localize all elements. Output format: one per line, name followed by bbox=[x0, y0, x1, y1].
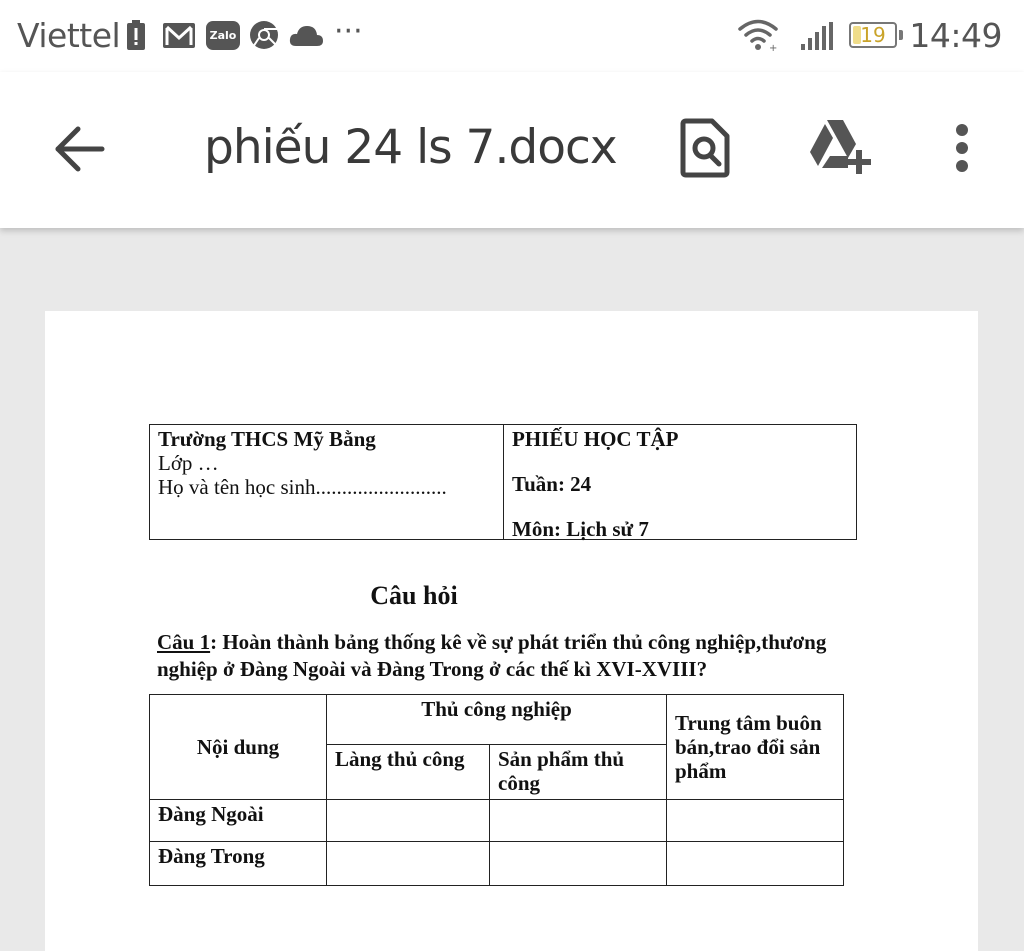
subject-label: Môn: Lịch sử 7 bbox=[512, 517, 649, 541]
empty-cell bbox=[667, 842, 844, 886]
battery-tip bbox=[899, 30, 903, 40]
zalo-icon: Zalo bbox=[206, 21, 240, 50]
student-name-line: Họ và tên học sinh......................... bbox=[158, 475, 447, 499]
add-to-drive-icon[interactable] bbox=[808, 118, 874, 176]
empty-cell bbox=[490, 800, 667, 842]
back-arrow-icon[interactable] bbox=[54, 126, 106, 172]
subheader-craft-village: Làng thủ công bbox=[327, 745, 490, 800]
document-title: phiếu 24 ls 7.docx bbox=[204, 120, 617, 175]
header-content: Nội dung bbox=[150, 695, 327, 800]
class-line: Lớp … bbox=[158, 451, 219, 475]
document-page[interactable] bbox=[45, 311, 978, 951]
sheet-info-cell bbox=[504, 425, 856, 543]
gmail-icon bbox=[162, 20, 196, 50]
section-title: Câu hỏi bbox=[370, 581, 458, 610]
question-text: : Hoàn thành bảng thống kê về sự phát triển thủ công nghiệp,thương nghiệp ở Đàng Ngoài và Đàng Trong ở các thế kì XVI-XVIII? bbox=[157, 630, 827, 681]
empty-cell bbox=[490, 842, 667, 886]
header-info-table bbox=[149, 424, 857, 540]
battery-percent: 19 bbox=[860, 23, 886, 47]
svg-text:+: + bbox=[769, 43, 778, 52]
table-row bbox=[150, 800, 844, 842]
row-label: Đàng Trong bbox=[150, 842, 327, 886]
week-label: Tuần: 24 bbox=[512, 472, 592, 496]
subheader-craft-product: Sản phẩm thủ công bbox=[490, 745, 667, 800]
app-bar bbox=[0, 72, 1024, 228]
wifi-icon bbox=[738, 18, 780, 52]
student-info-cell bbox=[150, 425, 504, 539]
empty-cell bbox=[667, 800, 844, 842]
header-handicraft: Thủ công nghiệp bbox=[327, 695, 667, 745]
find-in-document-icon[interactable] bbox=[680, 118, 730, 178]
empty-cell bbox=[327, 842, 490, 886]
status-bar bbox=[0, 0, 1024, 72]
question-number: Câu 1 bbox=[157, 630, 211, 654]
more-options-icon[interactable] bbox=[952, 122, 972, 174]
question-1 bbox=[157, 629, 877, 683]
chrome-icon bbox=[249, 20, 279, 50]
school-name: Trường THCS Mỹ Bằng bbox=[158, 427, 376, 451]
sheet-title: PHIẾU HỌC TẬP bbox=[512, 427, 679, 451]
clock: 14:49 bbox=[909, 16, 1002, 55]
battery-alert-icon bbox=[126, 20, 146, 50]
cloud-icon bbox=[288, 24, 324, 48]
statistics-table bbox=[149, 694, 844, 886]
header-trade-center: Trung tâm buôn bán,trao đổi sản phẩm bbox=[667, 695, 844, 800]
table-row bbox=[150, 842, 844, 886]
empty-cell bbox=[327, 800, 490, 842]
battery-icon bbox=[849, 22, 897, 48]
carrier-name: Viettel bbox=[17, 16, 121, 55]
more-notifications-icon: ··· bbox=[334, 14, 363, 49]
signal-icon bbox=[800, 22, 834, 50]
row-label: Đàng Ngoài bbox=[150, 800, 327, 842]
